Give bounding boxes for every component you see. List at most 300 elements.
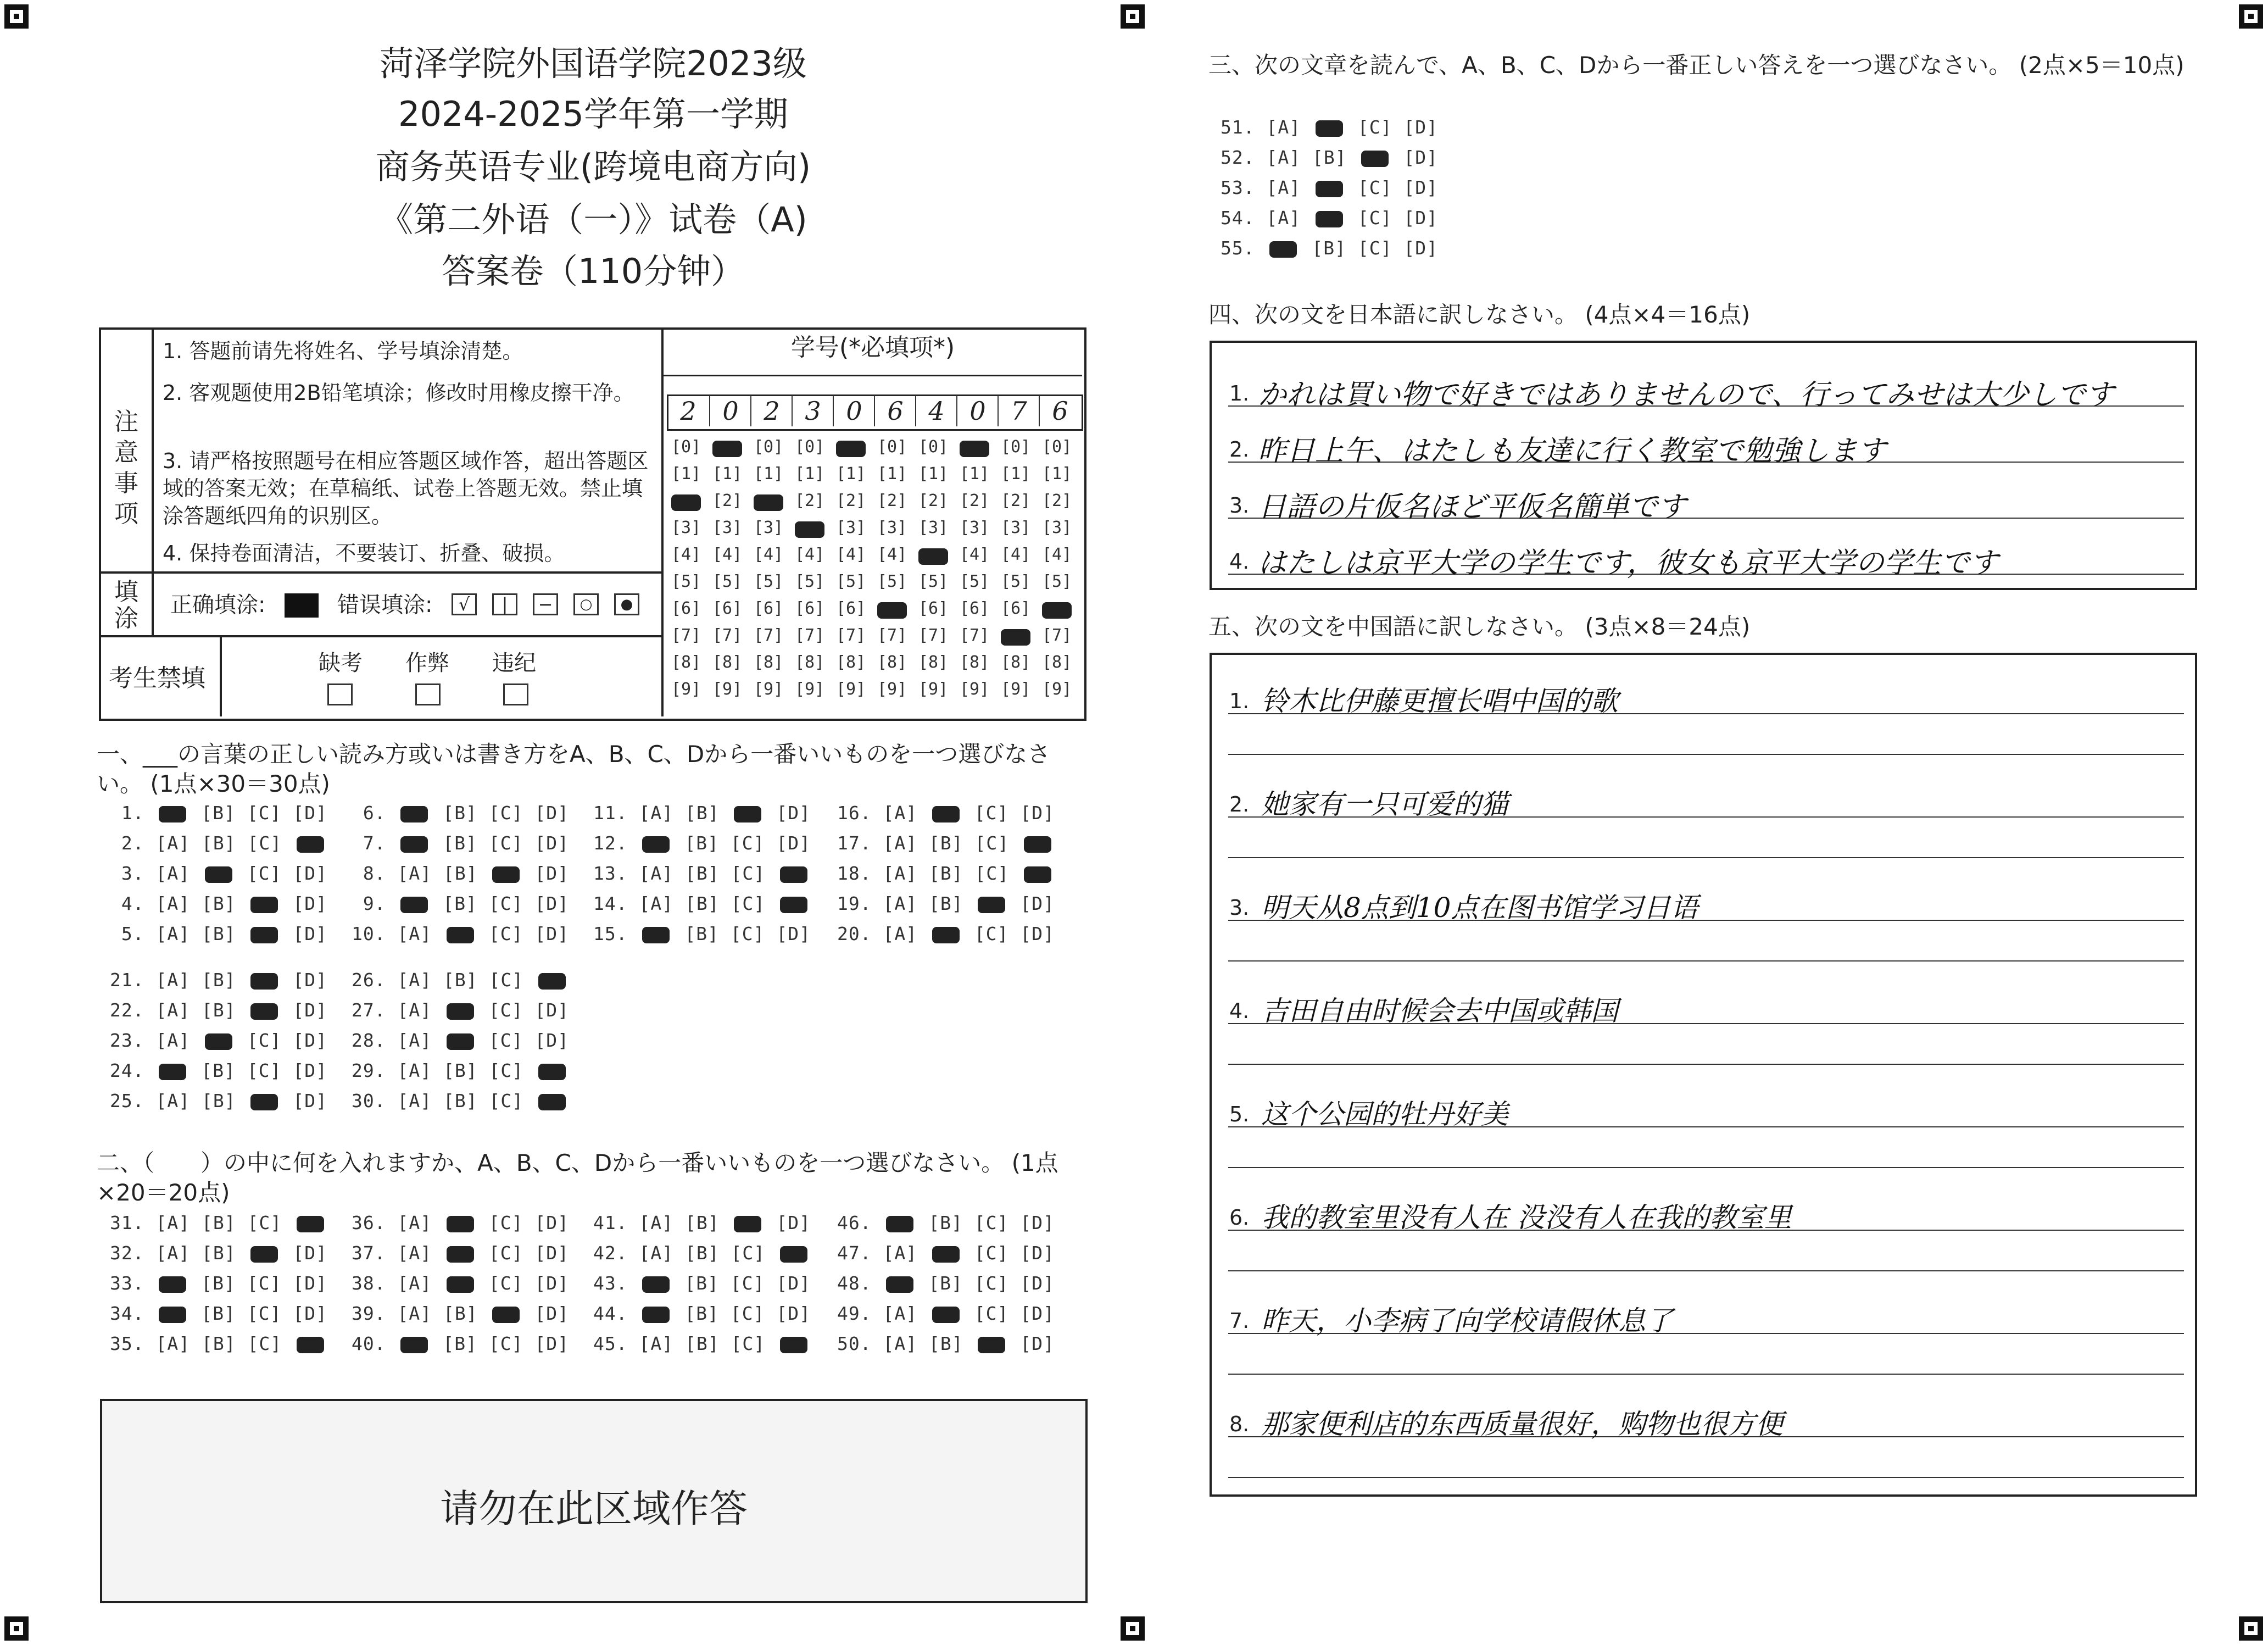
answer-bubble[interactable]: [C] xyxy=(731,1333,766,1354)
student-id-bubble[interactable]: [8] xyxy=(712,653,743,672)
answer-bubble[interactable]: [C] xyxy=(1357,177,1392,198)
answer-bubble-filled[interactable] xyxy=(780,1246,807,1263)
student-id-bubble[interactable]: [7] xyxy=(671,626,701,645)
student-id-bubble[interactable]: [5] xyxy=(877,572,907,591)
answer-bubble[interactable]: [C] xyxy=(488,802,523,824)
answer-bubble[interactable]: [A] xyxy=(639,1242,674,1264)
answer-bubble[interactable]: [D] xyxy=(1403,207,1438,229)
answer-bubble[interactable]: [D] xyxy=(534,923,569,944)
student-id-bubble-filled[interactable] xyxy=(918,548,948,565)
answer-bubble-filled[interactable] xyxy=(492,866,520,883)
answer-bubble-filled[interactable] xyxy=(159,1064,186,1080)
answer-bubble-filled[interactable] xyxy=(250,927,278,943)
answer-bubble[interactable]: [D] xyxy=(776,1303,811,1324)
answer-bubble[interactable]: [D] xyxy=(293,1303,327,1324)
answer-bubble[interactable]: [A] xyxy=(639,893,674,914)
answer-bubble-filled[interactable] xyxy=(780,866,807,883)
answer-bubble[interactable]: [A] xyxy=(1266,147,1301,168)
answer-bubble[interactable]: [A] xyxy=(883,802,918,824)
answer-bubble[interactable]: [D] xyxy=(534,999,569,1021)
answer-bubble[interactable]: [B] xyxy=(684,923,719,944)
student-id-bubble[interactable]: [5] xyxy=(1042,572,1072,591)
student-id-bubble[interactable]: [6] xyxy=(671,599,701,618)
answer-bubble[interactable]: [B] xyxy=(201,893,236,914)
student-id-bubble-filled[interactable] xyxy=(836,441,866,457)
answer-bubble-filled[interactable] xyxy=(250,1003,278,1020)
answer-bubble-filled[interactable] xyxy=(400,806,428,822)
answer-bubble-filled[interactable] xyxy=(1316,120,1343,137)
student-id-bubble[interactable]: [3] xyxy=(754,518,784,537)
answer-bubble[interactable]: [A] xyxy=(397,1242,432,1264)
answer-bubble-filled[interactable] xyxy=(205,866,232,883)
answer-bubble[interactable]: [A] xyxy=(639,802,674,824)
answer-bubble[interactable]: [B] xyxy=(1312,237,1346,259)
answer-bubble[interactable]: [D] xyxy=(293,802,327,824)
answer-bubble[interactable]: [D] xyxy=(1403,177,1438,198)
answer-bubble[interactable]: [D] xyxy=(776,1272,811,1294)
answer-bubble[interactable]: [B] xyxy=(443,893,477,914)
answer-bubble[interactable]: [A] xyxy=(155,999,191,1021)
answer-bubble[interactable]: [D] xyxy=(1020,1333,1055,1354)
answer-bubble[interactable]: [C] xyxy=(247,832,282,854)
answer-bubble[interactable]: [B] xyxy=(1312,147,1347,168)
answer-bubble[interactable]: [C] xyxy=(974,1272,1009,1294)
answer-bubble[interactable]: [B] xyxy=(928,832,963,854)
answer-bubble[interactable]: [B] xyxy=(684,1333,720,1354)
student-id-bubble[interactable]: [5] xyxy=(836,572,866,591)
answer-bubble[interactable]: [C] xyxy=(488,999,523,1021)
student-id-bubble[interactable]: [6] xyxy=(918,599,949,618)
answer-bubble-filled[interactable] xyxy=(250,1094,278,1110)
answer-bubble[interactable]: [D] xyxy=(1403,116,1438,138)
answer-bubble[interactable]: [B] xyxy=(201,1242,236,1264)
answer-bubble[interactable]: [A] xyxy=(1266,177,1301,198)
student-id-bubble[interactable]: [4] xyxy=(836,545,866,564)
answer-bubble[interactable]: [A] xyxy=(1266,116,1301,138)
answer-bubble-filled[interactable] xyxy=(932,927,960,943)
answer-bubble-filled[interactable] xyxy=(492,1307,520,1323)
student-id-bubble[interactable]: [4] xyxy=(960,545,990,564)
student-id-bubble[interactable]: [5] xyxy=(918,572,949,591)
student-id-bubble[interactable]: [0] xyxy=(671,437,701,457)
answer-bubble-filled[interactable] xyxy=(978,897,1005,913)
student-id-bubble[interactable]: [9] xyxy=(1042,680,1072,699)
student-id-bubble[interactable]: [2] xyxy=(795,491,825,510)
answer-bubble[interactable]: [A] xyxy=(155,969,191,991)
student-id-bubble-filled[interactable] xyxy=(960,441,989,457)
student-id-bubble[interactable]: [8] xyxy=(918,653,949,672)
answer-bubble-filled[interactable] xyxy=(538,973,566,990)
answer-bubble[interactable]: [A] xyxy=(883,893,918,914)
answer-bubble-filled[interactable] xyxy=(447,1246,474,1263)
answer-bubble[interactable]: [C] xyxy=(488,1272,523,1294)
answer-bubble[interactable]: [A] xyxy=(883,1303,918,1324)
answer-bubble[interactable]: [D] xyxy=(776,802,811,824)
answer-bubble[interactable]: [A] xyxy=(397,923,432,944)
answer-bubble[interactable]: [B] xyxy=(928,1272,963,1294)
student-id-bubble[interactable]: [2] xyxy=(877,491,907,510)
answer-bubble-filled[interactable] xyxy=(297,1337,324,1353)
student-id-bubble[interactable]: [2] xyxy=(836,491,866,510)
answer-bubble[interactable]: [D] xyxy=(1020,1212,1055,1233)
answer-bubble[interactable]: [A] xyxy=(155,1090,191,1112)
answer-bubble[interactable]: [C] xyxy=(247,1212,282,1233)
student-id-bubble[interactable]: [1] xyxy=(754,464,784,484)
student-id-bubble[interactable]: [0] xyxy=(918,437,949,457)
student-id-bubble[interactable]: [3] xyxy=(960,518,990,537)
answer-bubble[interactable]: [C] xyxy=(974,863,1010,884)
student-id-bubble[interactable]: [3] xyxy=(918,518,949,537)
student-id-bubble[interactable]: [7] xyxy=(795,626,825,645)
student-id-bubble[interactable]: [8] xyxy=(960,653,990,672)
answer-bubble[interactable]: [D] xyxy=(534,1333,569,1354)
answer-bubble[interactable]: [A] xyxy=(397,969,432,991)
answer-bubble[interactable]: [C] xyxy=(489,1060,524,1081)
answer-bubble[interactable]: [D] xyxy=(293,1272,327,1294)
answer-bubble[interactable]: [B] xyxy=(443,1303,478,1324)
answer-bubble-filled[interactable] xyxy=(734,806,761,822)
student-id-bubble[interactable]: [1] xyxy=(1001,464,1031,484)
answer-bubble[interactable]: [A] xyxy=(155,893,191,914)
answer-bubble[interactable]: [B] xyxy=(928,1333,963,1354)
answer-bubble-filled[interactable] xyxy=(538,1094,566,1110)
answer-bubble-filled[interactable] xyxy=(447,1003,474,1020)
student-id-bubble[interactable]: [9] xyxy=(671,680,701,699)
student-id-bubble[interactable]: [0] xyxy=(1001,437,1031,457)
answer-bubble[interactable]: [B] xyxy=(443,1060,478,1081)
student-id-bubble[interactable]: [1] xyxy=(1042,464,1072,484)
answer-bubble[interactable]: [B] xyxy=(684,863,720,884)
answer-bubble-filled[interactable] xyxy=(932,1307,960,1323)
answer-bubble-filled[interactable] xyxy=(1361,151,1389,167)
student-id-bubble[interactable]: [4] xyxy=(1042,545,1072,564)
answer-bubble[interactable]: [B] xyxy=(201,1212,236,1233)
student-id-bubble[interactable]: [1] xyxy=(712,464,743,484)
answer-bubble[interactable]: [C] xyxy=(247,863,282,884)
student-id-bubble[interactable]: [1] xyxy=(795,464,825,484)
answer-bubble[interactable]: [C] xyxy=(488,923,523,944)
answer-bubble[interactable]: [B] xyxy=(443,802,477,824)
answer-bubble-filled[interactable] xyxy=(447,927,474,943)
student-id-bubble[interactable]: [6] xyxy=(712,599,743,618)
student-id-bubble[interactable]: [8] xyxy=(754,653,784,672)
student-id-bubble[interactable]: [2] xyxy=(1042,491,1072,510)
answer-bubble-filled[interactable] xyxy=(297,1216,324,1232)
answer-bubble[interactable]: [B] xyxy=(201,1303,236,1324)
answer-bubble[interactable]: [A] xyxy=(397,1212,432,1233)
answer-bubble[interactable]: [B] xyxy=(684,1242,720,1264)
answer-bubble[interactable]: [D] xyxy=(293,969,327,991)
student-id-bubble[interactable]: [5] xyxy=(712,572,743,591)
answer-bubble[interactable]: [B] xyxy=(928,893,963,914)
answer-bubble[interactable]: [A] xyxy=(639,1333,674,1354)
answer-bubble[interactable]: [B] xyxy=(201,1060,236,1081)
answer-bubble-filled[interactable] xyxy=(447,1216,474,1232)
student-id-bubble[interactable]: [7] xyxy=(1042,626,1072,645)
answer-bubble-filled[interactable] xyxy=(400,1337,428,1353)
student-id-bubble[interactable]: [5] xyxy=(754,572,784,591)
answer-bubble-filled[interactable] xyxy=(250,1246,278,1263)
answer-bubble[interactable]: [D] xyxy=(534,1272,569,1294)
student-id-bubble[interactable]: [7] xyxy=(754,626,784,645)
answer-bubble[interactable]: [A] xyxy=(397,999,432,1021)
answer-bubble[interactable]: [D] xyxy=(293,999,327,1021)
answer-bubble[interactable]: [D] xyxy=(1403,147,1438,168)
answer-bubble[interactable]: [D] xyxy=(293,1060,327,1081)
answer-bubble[interactable]: [D] xyxy=(776,923,811,944)
answer-bubble[interactable]: [A] xyxy=(155,1212,191,1233)
student-id-bubble[interactable]: [3] xyxy=(1001,518,1031,537)
answer-bubble[interactable]: [D] xyxy=(1020,1242,1055,1264)
answer-bubble-filled[interactable] xyxy=(1269,241,1297,258)
answer-bubble-filled[interactable] xyxy=(400,836,428,853)
answer-bubble[interactable]: [D] xyxy=(776,1212,811,1233)
student-id-bubble[interactable]: [1] xyxy=(671,464,701,484)
student-id-bubble[interactable]: [1] xyxy=(918,464,949,484)
student-id-bubble[interactable]: [5] xyxy=(960,572,990,591)
answer-bubble[interactable]: [C] xyxy=(247,802,282,824)
answer-bubble[interactable]: [D] xyxy=(1020,1303,1055,1324)
answer-bubble[interactable]: [D] xyxy=(1020,802,1055,824)
answer-bubble[interactable]: [A] xyxy=(397,1090,432,1112)
answer-bubble-filled[interactable] xyxy=(159,1276,186,1293)
answer-bubble-filled[interactable] xyxy=(400,897,428,913)
answer-bubble[interactable]: [A] xyxy=(155,1242,191,1264)
answer-bubble[interactable]: [C] xyxy=(488,1333,523,1354)
student-id-bubble[interactable]: [9] xyxy=(960,680,990,699)
answer-bubble[interactable]: [A] xyxy=(883,863,918,884)
answer-bubble[interactable]: [B] xyxy=(201,999,236,1021)
student-id-bubble-filled[interactable] xyxy=(795,521,824,538)
student-id-bubble[interactable]: [7] xyxy=(918,626,949,645)
answer-bubble[interactable]: [D] xyxy=(293,893,327,914)
student-id-bubble[interactable]: [6] xyxy=(795,599,825,618)
student-id-bubble-filled[interactable] xyxy=(671,494,701,511)
answer-bubble[interactable]: [A] xyxy=(1266,207,1301,229)
answer-bubble-filled[interactable] xyxy=(734,1216,761,1232)
answer-bubble[interactable]: [B] xyxy=(928,1212,963,1233)
answer-bubble[interactable]: [B] xyxy=(684,1212,720,1233)
answer-bubble[interactable]: [B] xyxy=(443,1333,477,1354)
student-id-bubble[interactable]: [2] xyxy=(1001,491,1031,510)
student-id-bubble[interactable]: [9] xyxy=(877,680,907,699)
student-id-bubble[interactable]: [3] xyxy=(836,518,866,537)
student-id-bubble[interactable]: [1] xyxy=(960,464,990,484)
answer-bubble-filled[interactable] xyxy=(780,1337,807,1353)
student-id-bubble[interactable]: [2] xyxy=(712,491,743,510)
answer-bubble-filled[interactable] xyxy=(1024,836,1051,853)
student-id-bubble[interactable]: [0] xyxy=(754,437,784,457)
answer-bubble[interactable]: [D] xyxy=(534,1212,569,1233)
answer-bubble[interactable]: [A] xyxy=(883,1333,918,1354)
student-id-bubble[interactable]: [9] xyxy=(754,680,784,699)
student-id-bubble[interactable]: [8] xyxy=(1001,653,1031,672)
answer-bubble-filled[interactable] xyxy=(1024,866,1051,883)
answer-bubble-filled[interactable] xyxy=(978,1337,1005,1353)
student-id-bubble[interactable]: [8] xyxy=(671,653,701,672)
answer-bubble[interactable]: [A] xyxy=(639,863,674,884)
answer-bubble[interactable]: [C] xyxy=(974,832,1010,854)
answer-bubble[interactable]: [D] xyxy=(1403,237,1438,259)
answer-bubble[interactable]: [C] xyxy=(247,1333,282,1354)
answer-bubble[interactable]: [B] xyxy=(684,1303,719,1324)
answer-bubble[interactable]: [C] xyxy=(1357,116,1392,138)
answer-bubble[interactable]: [C] xyxy=(974,923,1009,944)
student-id-bubble[interactable]: [9] xyxy=(918,680,949,699)
answer-bubble-filled[interactable] xyxy=(250,973,278,990)
answer-bubble[interactable]: [D] xyxy=(293,1030,327,1051)
answer-bubble[interactable]: [D] xyxy=(1020,1272,1055,1294)
answer-bubble[interactable]: [A] xyxy=(397,863,432,884)
student-id-bubble[interactable]: [6] xyxy=(960,599,990,618)
answer-bubble-filled[interactable] xyxy=(886,1216,913,1232)
answer-bubble[interactable]: [A] xyxy=(397,1030,432,1051)
answer-bubble[interactable]: [C] xyxy=(731,863,766,884)
student-id-bubble[interactable]: [2] xyxy=(960,491,990,510)
answer-bubble[interactable]: [B] xyxy=(201,923,236,944)
answer-bubble[interactable]: [B] xyxy=(443,969,478,991)
answer-bubble[interactable]: [D] xyxy=(776,832,811,854)
answer-bubble[interactable]: [D] xyxy=(293,1242,327,1264)
answer-bubble[interactable]: [A] xyxy=(397,1060,432,1081)
answer-bubble[interactable]: [C] xyxy=(247,1303,282,1324)
answer-bubble[interactable]: [D] xyxy=(534,832,569,854)
student-id-bubble[interactable]: [4] xyxy=(754,545,784,564)
answer-bubble[interactable]: [C] xyxy=(730,923,765,944)
student-id-bubble[interactable]: [7] xyxy=(960,626,990,645)
student-id-bubble[interactable]: [7] xyxy=(877,626,907,645)
answer-bubble[interactable]: [C] xyxy=(974,802,1009,824)
answer-bubble[interactable]: [B] xyxy=(443,1090,478,1112)
student-id-bubble[interactable]: [0] xyxy=(1042,437,1072,457)
answer-bubble[interactable]: [A] xyxy=(155,1030,191,1051)
answer-bubble-filled[interactable] xyxy=(932,1246,960,1263)
student-id-bubble-filled[interactable] xyxy=(1042,602,1072,619)
student-id-bubble[interactable]: [3] xyxy=(671,518,701,537)
student-id-bubble[interactable]: [5] xyxy=(671,572,701,591)
student-id-bubble[interactable]: [4] xyxy=(795,545,825,564)
answer-bubble[interactable]: [A] xyxy=(155,1333,191,1354)
answer-bubble[interactable]: [D] xyxy=(293,1090,327,1112)
student-id-bubble[interactable]: [3] xyxy=(1042,518,1072,537)
answer-bubble[interactable]: [A] xyxy=(155,923,191,944)
answer-bubble[interactable]: [C] xyxy=(974,1303,1009,1324)
answer-bubble[interactable]: [C] xyxy=(247,1030,282,1051)
answer-bubble[interactable]: [B] xyxy=(443,863,478,884)
answer-bubble[interactable]: [D] xyxy=(534,802,569,824)
cheat-checkbox[interactable] xyxy=(415,683,441,705)
student-id-bubble[interactable]: [6] xyxy=(836,599,866,618)
answer-bubble[interactable]: [B] xyxy=(443,832,477,854)
answer-bubble[interactable]: [C] xyxy=(974,1212,1009,1233)
answer-bubble[interactable]: [B] xyxy=(201,969,236,991)
answer-bubble-filled[interactable] xyxy=(297,836,324,853)
student-id-bubble[interactable]: [4] xyxy=(877,545,907,564)
answer-bubble-filled[interactable] xyxy=(642,1307,670,1323)
answer-bubble[interactable]: [D] xyxy=(534,1030,569,1051)
student-id-bubble[interactable]: [6] xyxy=(1001,599,1031,618)
answer-bubble[interactable]: [B] xyxy=(684,832,719,854)
student-id-bubble[interactable]: [2] xyxy=(918,491,949,510)
answer-bubble-filled[interactable] xyxy=(250,897,278,913)
answer-bubble[interactable]: [C] xyxy=(1357,237,1392,259)
student-id-bubble[interactable]: [5] xyxy=(1001,572,1031,591)
answer-bubble[interactable]: [C] xyxy=(730,1303,765,1324)
student-id-bubble[interactable]: [1] xyxy=(877,464,907,484)
answer-bubble[interactable]: [D] xyxy=(534,1303,569,1324)
answer-bubble[interactable]: [A] xyxy=(883,832,918,854)
answer-bubble-filled[interactable] xyxy=(642,927,670,943)
answer-bubble[interactable]: [C] xyxy=(489,1090,524,1112)
answer-bubble[interactable]: [C] xyxy=(1357,207,1392,229)
answer-bubble[interactable]: [A] xyxy=(397,1272,432,1294)
answer-bubble-filled[interactable] xyxy=(1316,211,1343,227)
answer-bubble-filled[interactable] xyxy=(205,1033,232,1050)
student-id-bubble[interactable]: [9] xyxy=(712,680,743,699)
student-id-bubble-filled[interactable] xyxy=(1001,629,1030,646)
answer-bubble[interactable]: [D] xyxy=(1020,923,1055,944)
student-id-bubble-filled[interactable] xyxy=(754,494,783,511)
answer-bubble[interactable]: [C] xyxy=(488,1030,523,1051)
answer-bubble[interactable]: [A] xyxy=(883,923,918,944)
student-id-bubble[interactable]: [5] xyxy=(795,572,825,591)
violation-checkbox[interactable] xyxy=(503,683,528,705)
student-id-bubble[interactable]: [0] xyxy=(795,437,825,457)
answer-bubble[interactable]: [B] xyxy=(201,1333,236,1354)
answer-bubble-filled[interactable] xyxy=(1316,181,1343,197)
answer-bubble[interactable]: [A] xyxy=(155,832,191,854)
student-id-bubble[interactable]: [8] xyxy=(836,653,866,672)
student-id-bubble[interactable]: [1] xyxy=(836,464,866,484)
student-id-bubble[interactable]: [9] xyxy=(795,680,825,699)
answer-bubble[interactable]: [B] xyxy=(201,1272,236,1294)
student-id-bubble[interactable]: [0] xyxy=(877,437,907,457)
answer-bubble[interactable]: [B] xyxy=(684,1272,719,1294)
answer-bubble[interactable]: [C] xyxy=(488,893,523,914)
answer-bubble[interactable]: [A] xyxy=(883,1242,918,1264)
student-id-bubble[interactable]: [3] xyxy=(877,518,907,537)
student-id-bubble[interactable]: [7] xyxy=(712,626,743,645)
student-id-bubble-filled[interactable] xyxy=(712,441,742,457)
student-id-bubble[interactable]: [8] xyxy=(795,653,825,672)
answer-bubble[interactable]: [A] xyxy=(155,863,191,884)
answer-bubble[interactable]: [D] xyxy=(534,1242,569,1264)
answer-bubble-filled[interactable] xyxy=(932,806,960,822)
student-id-bubble[interactable]: [4] xyxy=(1001,545,1031,564)
answer-bubble[interactable]: [B] xyxy=(201,832,236,854)
answer-bubble[interactable]: [B] xyxy=(684,802,720,824)
student-id-bubble[interactable]: [9] xyxy=(1001,680,1031,699)
answer-bubble[interactable]: [A] xyxy=(639,1212,674,1233)
student-id-bubble[interactable]: [3] xyxy=(712,518,743,537)
answer-bubble[interactable]: [C] xyxy=(731,1242,766,1264)
student-id-bubble[interactable]: [6] xyxy=(754,599,784,618)
answer-bubble[interactable]: [B] xyxy=(928,863,963,884)
answer-bubble[interactable]: [B] xyxy=(201,802,236,824)
answer-bubble[interactable]: [B] xyxy=(201,1090,236,1112)
answer-bubble-filled[interactable] xyxy=(447,1033,474,1050)
absent-checkbox[interactable] xyxy=(327,683,353,705)
answer-bubble[interactable]: [C] xyxy=(488,1212,523,1233)
student-id-bubble[interactable]: [9] xyxy=(836,680,866,699)
student-id-bubble[interactable]: [8] xyxy=(877,653,907,672)
answer-bubble[interactable]: [D] xyxy=(293,923,327,944)
answer-bubble[interactable]: [C] xyxy=(488,1242,523,1264)
answer-bubble-filled[interactable] xyxy=(538,1064,566,1080)
answer-bubble[interactable]: [C] xyxy=(974,1242,1009,1264)
answer-bubble-filled[interactable] xyxy=(780,897,807,913)
answer-bubble[interactable]: [C] xyxy=(489,969,524,991)
